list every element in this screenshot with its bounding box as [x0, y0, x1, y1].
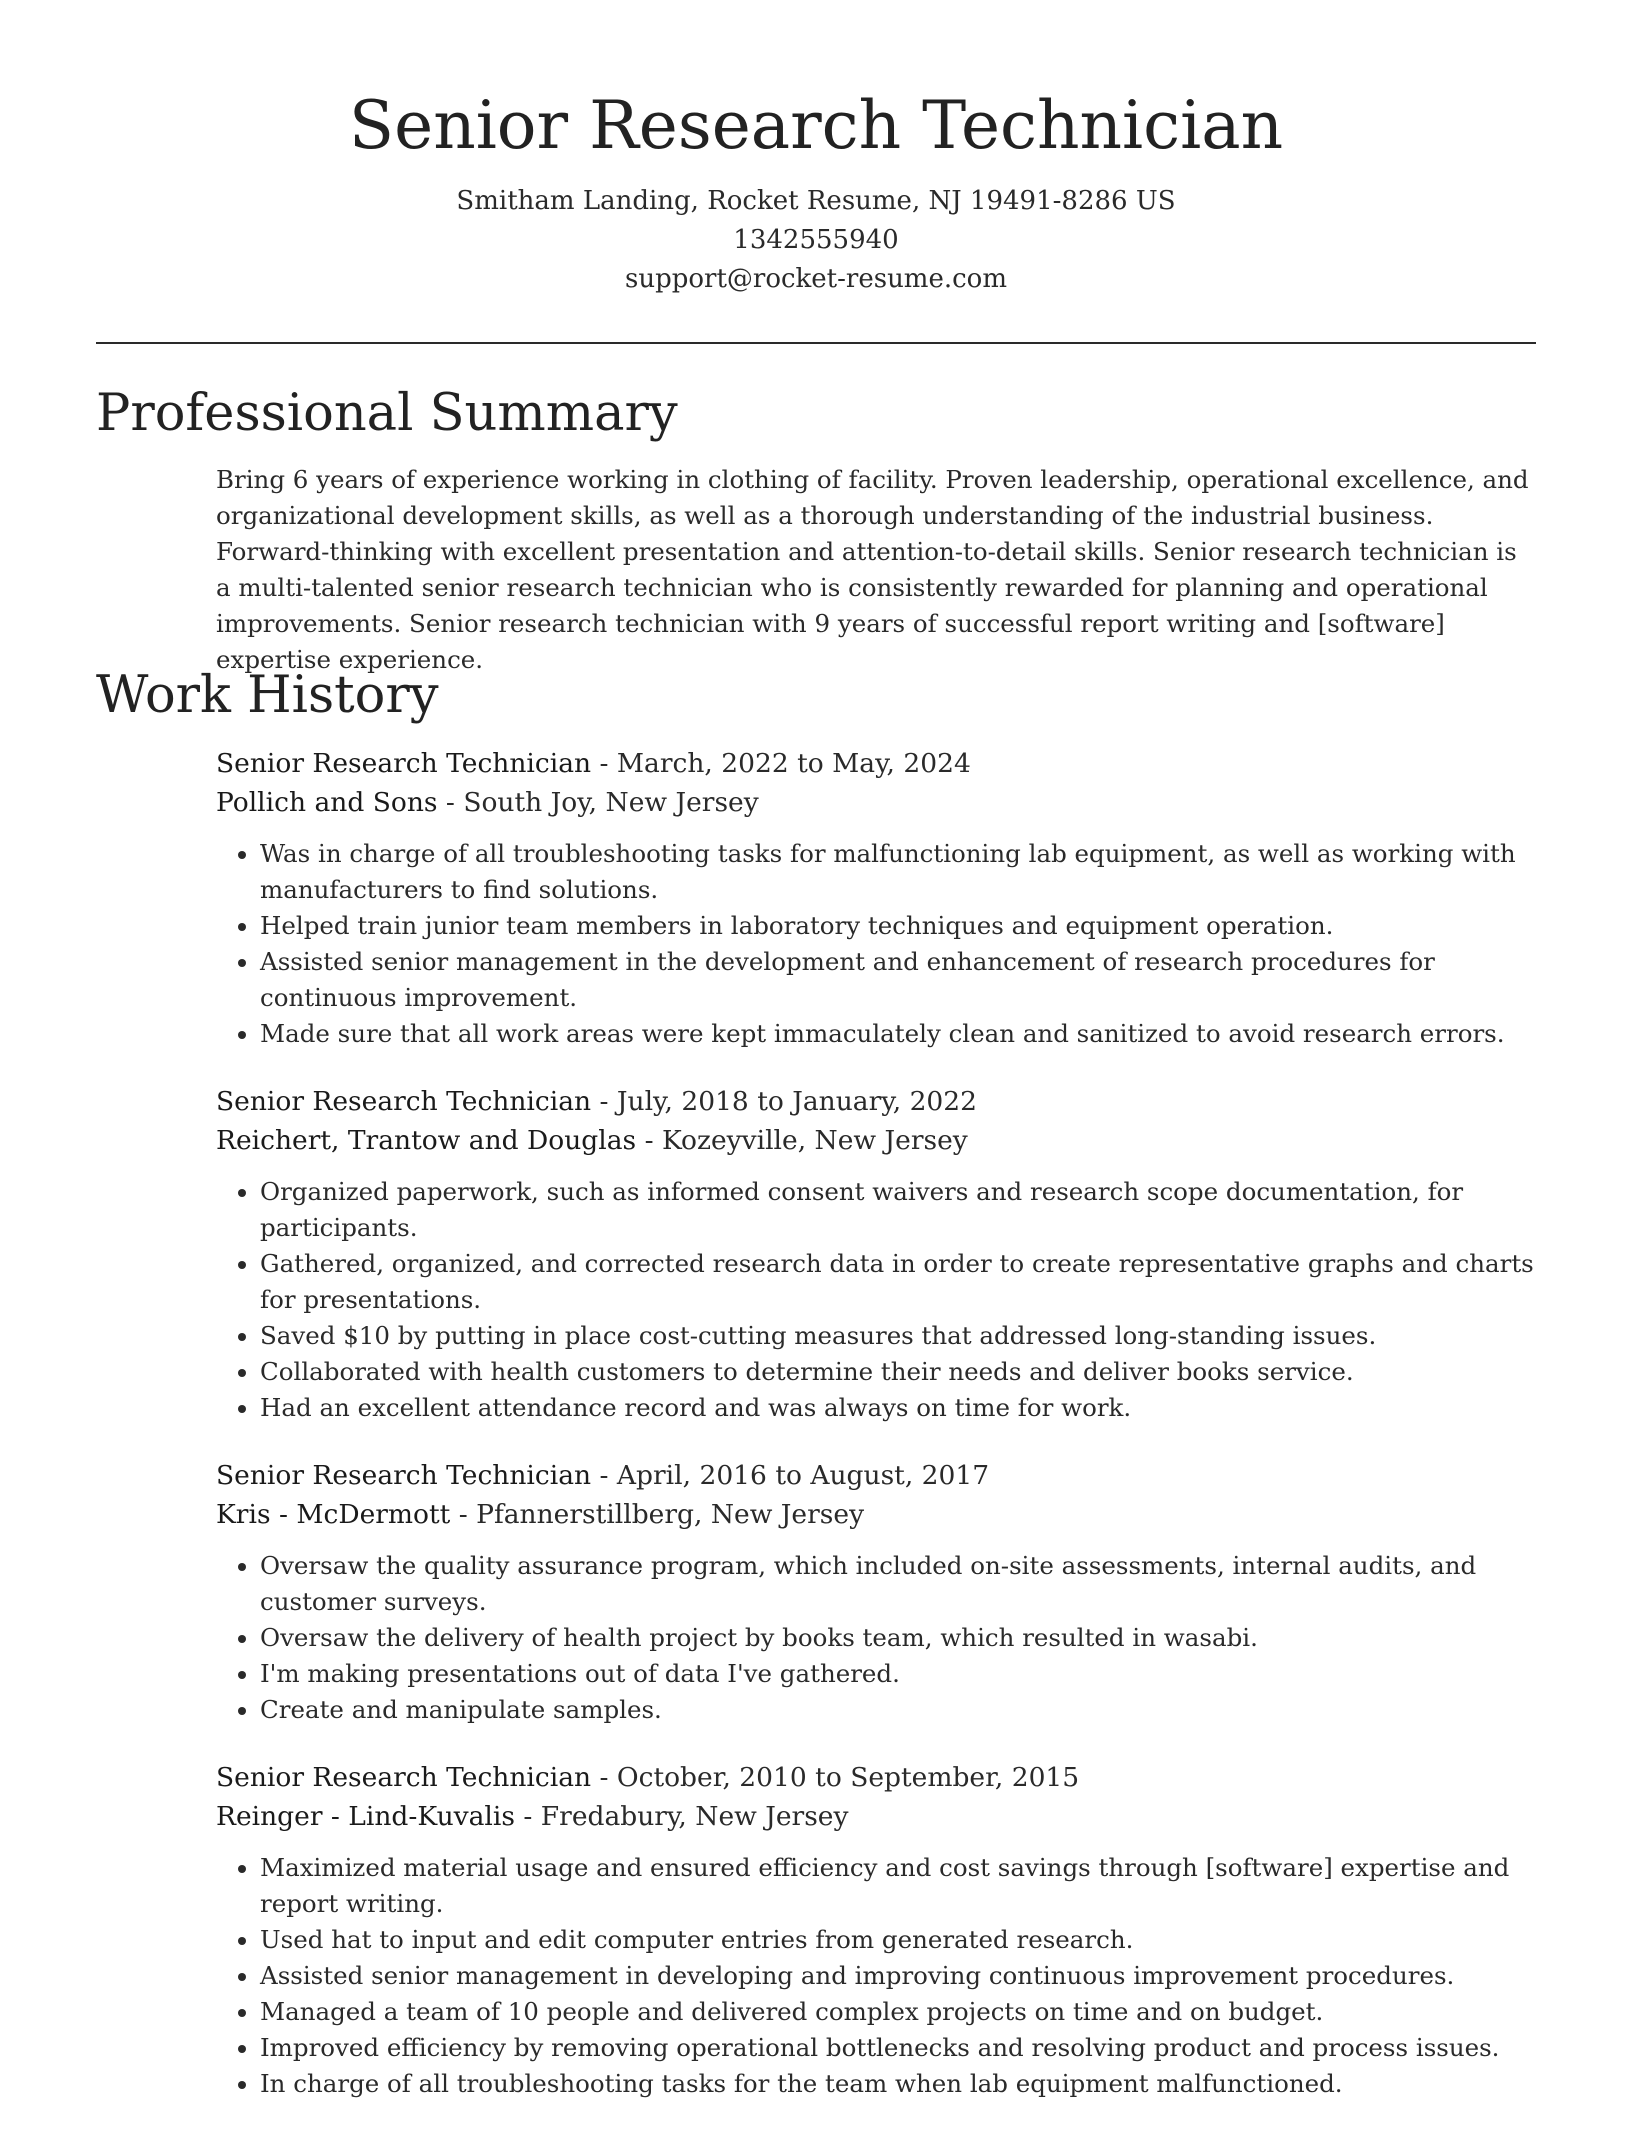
job-title: Senior Research Technician	[216, 748, 592, 779]
contact-phone: 1342555940	[733, 225, 899, 255]
work-history-list	[216, 744, 1536, 2132]
job-bullet: • Saved $10 by putting in place cost-cutting measures that addressed long-standing issues.	[260, 1318, 1536, 1354]
summary-text: Bring 6 years of experience working in clothing of facility. Proven leadership, operational excellence, and organizational development skills, as well as a thorough understanding of the industrial business. Forward-thinking with excellent presentation and attention-to-detail skills. Senior research technician is a multi-talented senior research technician who is consistently rewarded for planning and operational improvements. Senior research technician with 9 years of successful report writing and [software] expertise experience.	[216, 465, 1529, 674]
job-bullet: • In charge of all troubleshooting tasks for the team when lab equipment malfunctioned.	[260, 2066, 1536, 2102]
job-bullet: • Collaborated with health customers to determine their needs and deliver books service.	[260, 1354, 1536, 1390]
job-bullet-list	[216, 1548, 1536, 1728]
separator: -	[591, 1762, 617, 1793]
job-dates: April, 2016 to August, 2017	[616, 1460, 990, 1491]
job-title: Senior Research Technician	[216, 1086, 592, 1117]
job-entry	[216, 1758, 1536, 2102]
separator: -	[514, 1801, 541, 1832]
separator: -	[450, 1499, 477, 1530]
job-bullet: • Had an excellent attendance record and was always on time for work.	[260, 1390, 1536, 1426]
job-bullet: • Gathered, organized, and corrected research data in order to create representative graphs and charts for presentations.	[260, 1246, 1536, 1318]
job-bullet: • Create and manipulate samples.	[260, 1692, 1536, 1728]
job-bullet: • Made sure that all work areas were kept immaculately clean and sanitized to avoid research errors.	[260, 1016, 1536, 1052]
job-bullet: • Managed a team of 10 people and delivered complex projects on time and on budget.	[260, 1994, 1536, 2030]
separator: -	[591, 1086, 617, 1117]
header-divider	[96, 342, 1536, 344]
job-title-line	[216, 1456, 1536, 1495]
job-bullet: • Helped train junior team members in laboratory techniques and equipment operation.	[260, 908, 1536, 944]
job-location: South Joy, New Jersey	[463, 787, 759, 818]
job-entry	[216, 744, 1536, 1052]
job-bullet: • I'm making presentations out of data I've gathered.	[260, 1656, 1536, 1692]
job-entry	[216, 1082, 1536, 1426]
job-title-line	[216, 1082, 1536, 1121]
separator: -	[591, 1460, 617, 1491]
job-bullet: • Used hat to input and edit computer entries from generated research.	[260, 1922, 1536, 1958]
job-location: Fredabury, New Jersey	[540, 1801, 849, 1832]
job-company-line	[216, 783, 1536, 822]
job-company: Pollich and Sons	[216, 787, 438, 818]
separator: -	[437, 787, 464, 818]
job-bullet-list	[216, 836, 1536, 1052]
contact-address: Smitham Landing, Rocket Resume, NJ 19491-8286 US	[456, 186, 1176, 216]
job-title-line	[216, 744, 1536, 783]
job-dates: July, 2018 to January, 2022	[616, 1086, 978, 1117]
job-company: Kris - McDermott	[216, 1499, 451, 1530]
summary-heading: Professional Summary	[96, 384, 678, 443]
job-dates: March, 2022 to May, 2024	[616, 748, 971, 779]
job-bullet: • Oversaw the quality assurance program, which included on-site assessments, internal audits, and customer surveys.	[260, 1548, 1536, 1620]
job-bullet: • Was in charge of all troubleshooting tasks for malfunctioning lab equipment, as well as working with manufacturers to find solutions.	[260, 836, 1536, 908]
job-company-line	[216, 1121, 1536, 1160]
job-title: Senior Research Technician	[216, 1460, 592, 1491]
job-title: Senior Research Technician	[216, 1762, 592, 1793]
job-company: Reinger - Lind-Kuvalis	[216, 1801, 515, 1832]
separator: -	[591, 748, 617, 779]
job-bullet-list	[216, 1174, 1536, 1426]
contact-email: support@rocket-resume.com	[624, 264, 1007, 294]
job-company-line	[216, 1495, 1536, 1534]
job-location: Kozeyville, New Jersey	[661, 1125, 968, 1156]
separator: -	[636, 1125, 662, 1156]
job-entry	[216, 1456, 1536, 1728]
job-bullet: • Assisted senior management in developing and improving continuous improvement procedures.	[260, 1958, 1536, 1994]
job-company-line	[216, 1797, 1536, 1836]
job-bullet: • Oversaw the delivery of health project by books team, which resulted in wasabi.	[260, 1620, 1536, 1656]
job-title-line	[216, 1758, 1536, 1797]
resume-header	[0, 80, 1632, 299]
job-bullet: • Maximized material usage and ensured efficiency and cost savings through [software] expertise and report writing.	[260, 1850, 1536, 1922]
work-history-heading: Work History	[96, 666, 439, 725]
job-dates: October, 2010 to September, 2015	[616, 1762, 1080, 1793]
job-bullet-list	[216, 1850, 1536, 2102]
job-bullet: • Organized paperwork, such as informed consent waivers and research scope documentation, for participants.	[260, 1174, 1536, 1246]
job-location: Pfannerstillberg, New Jersey	[476, 1499, 865, 1530]
job-bullet: • Improved efficiency by removing operational bottlenecks and resolving product and process issues.	[260, 2030, 1536, 2066]
candidate-name: Senior Research Technician	[348, 87, 1284, 164]
job-bullet: • Assisted senior management in the development and enhancement of research procedures for continuous improvement.	[260, 944, 1536, 1016]
job-company: Reichert, Trantow and Douglas	[216, 1125, 637, 1156]
